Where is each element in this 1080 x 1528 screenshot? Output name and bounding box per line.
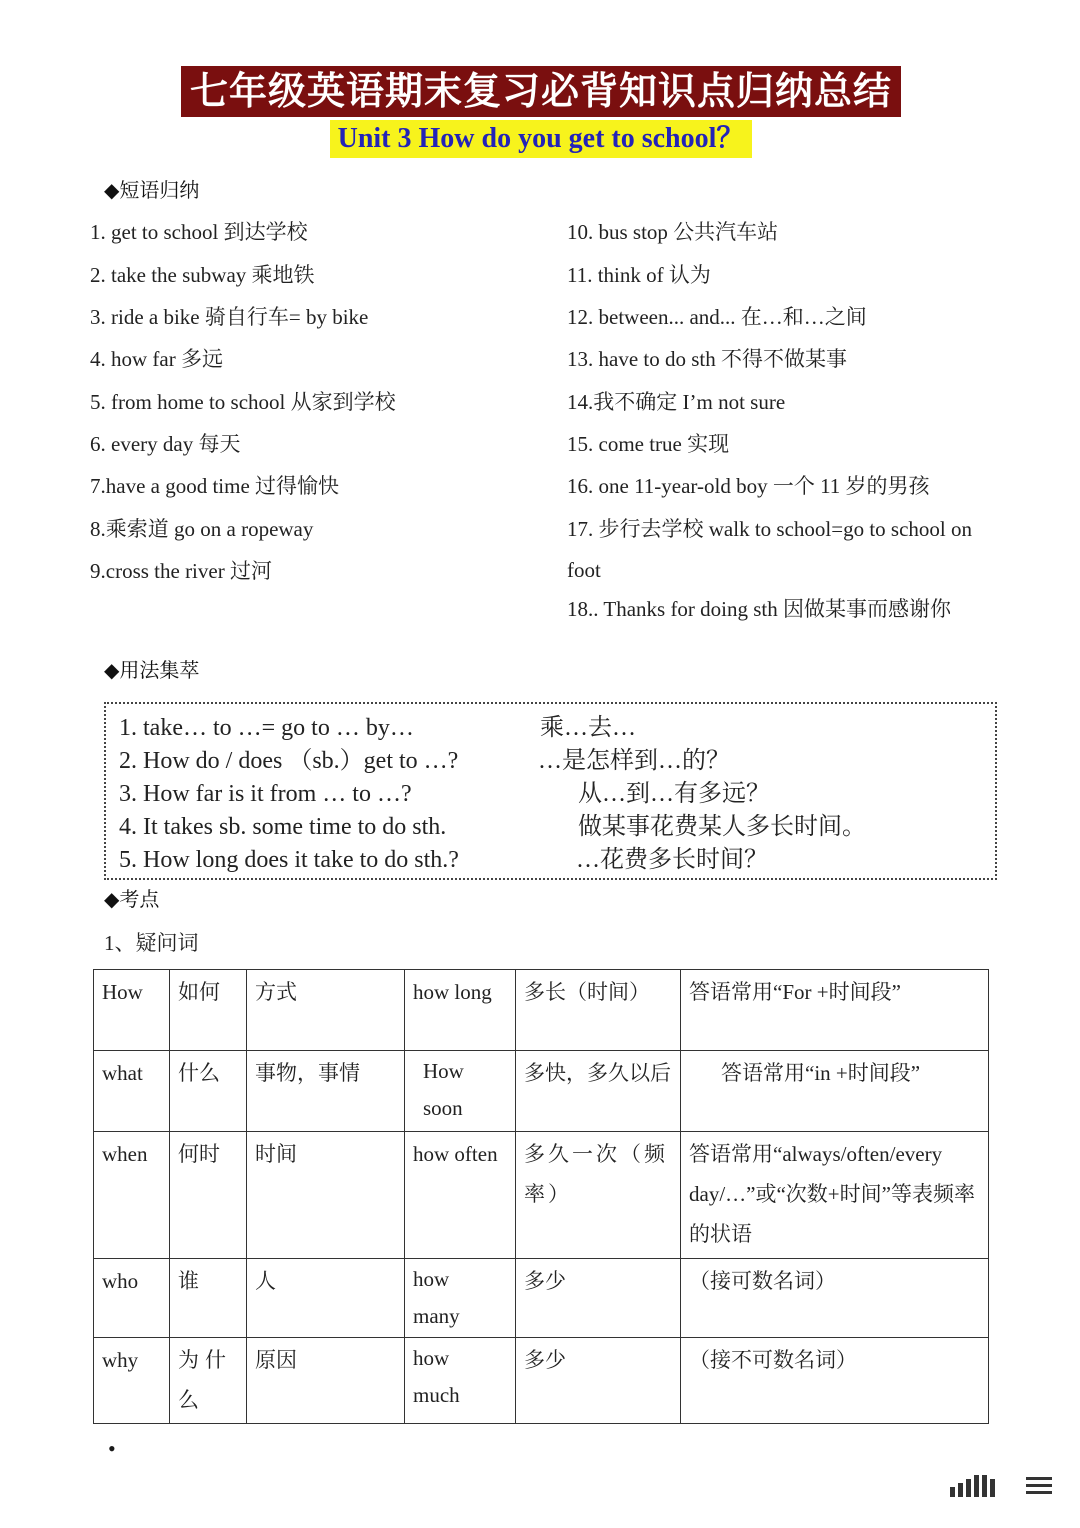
- phrase-item: 16. one 11-year-old boy 一个 11 岁的男孩: [567, 474, 930, 498]
- table-cell: who: [94, 1259, 170, 1338]
- page-title: 七年级英语期末复习必背知识点归纳总结: [181, 66, 901, 117]
- footer-icons: [948, 1473, 1056, 1506]
- table-cell: 何时: [170, 1132, 247, 1259]
- table-cell: 答语常用“in +时间段”: [681, 1051, 989, 1132]
- usage-sentence: 4. It takes sb. some time to do sth.: [119, 814, 447, 840]
- usage-meaning: …是怎样到…的？: [538, 748, 730, 774]
- unit-title: Unit 3 How do you get to school？: [330, 120, 752, 158]
- phrase-item: 10. bus stop 公共汽车站: [567, 220, 779, 244]
- phrases-heading: ◆短语归纳: [104, 178, 200, 202]
- table-cell: when: [94, 1132, 170, 1259]
- table-cell: 多久一次（频率）: [516, 1132, 681, 1259]
- phrase-item: 11. think of 认为: [567, 263, 711, 287]
- phrase-item: foot: [567, 558, 601, 582]
- table-cell: How: [94, 970, 170, 1051]
- phrase-item: 1. get to school 到达学校: [90, 220, 308, 244]
- question-words-table: [93, 969, 989, 1424]
- table-row: [94, 1259, 989, 1338]
- table-cell: 谁: [170, 1259, 247, 1338]
- table-cell: 如何: [170, 970, 247, 1051]
- table-cell: 答语常用“always/often/every day/…”或“次数+时间”等表频率的状语: [681, 1132, 989, 1259]
- phrase-item: 13. have to do sth 不得不做某事: [567, 347, 847, 371]
- table-cell: How soon: [405, 1051, 516, 1132]
- phrase-item: 6. every day 每天: [90, 432, 241, 456]
- table-cell: 人: [247, 1259, 405, 1338]
- table-cell: 多少: [516, 1338, 681, 1424]
- table-cell: 事物，事情: [247, 1051, 405, 1132]
- table-cell: 多少: [516, 1259, 681, 1338]
- table-cell: 多快，多久以后: [516, 1051, 681, 1132]
- table-cell: 方式: [247, 970, 405, 1051]
- phrase-item: 5. from home to school 从家到学校: [90, 390, 396, 414]
- phrase-item: 2. take the subway 乘地铁: [90, 263, 315, 287]
- table-cell: （接不可数名词）: [681, 1338, 989, 1424]
- table-cell: （接可数名词）: [681, 1259, 989, 1338]
- footer-bullet: •: [108, 1436, 116, 1461]
- phrase-item: 3. ride a bike 骑自行车= by bike: [90, 305, 369, 329]
- table-cell: 多长（时间）: [516, 970, 681, 1051]
- table-cell: 为什么: [170, 1338, 247, 1424]
- table-cell: what: [94, 1051, 170, 1132]
- phrase-item: 17. 步行去学校 walk to school=go to school on: [567, 517, 972, 541]
- usage-meaning: 乘…去…: [540, 715, 636, 741]
- phrase-item: 14.我不确定 I’m not sure: [567, 390, 786, 414]
- phrase-item: 15. come true 实现: [567, 432, 730, 456]
- usage-heading: ◆用法集萃: [104, 658, 200, 682]
- table-row: [94, 1132, 989, 1259]
- table-cell: how much: [405, 1338, 516, 1424]
- table-cell: 原因: [247, 1338, 405, 1424]
- phrase-item: 4. how far 多远: [90, 347, 223, 371]
- table-cell: how long: [405, 970, 516, 1051]
- table-row: [94, 970, 989, 1051]
- usage-meaning: 从…到…有多远？: [578, 781, 770, 807]
- menu-lines-icon: [1024, 1476, 1056, 1506]
- signal-bars-icon: [948, 1476, 1024, 1506]
- usage-sentence: 3. How far is it from … to …?: [119, 781, 412, 807]
- usage-sentence: 2. How do / does （sb.）get to …?: [119, 748, 459, 774]
- usage-meaning: …花费多长时间？: [576, 847, 768, 873]
- usage-meaning: 做某事花费某人多长时间。: [578, 814, 866, 840]
- table-cell: how often: [405, 1132, 516, 1259]
- exam-subheading: 1、疑问词: [104, 931, 199, 955]
- usage-sentence: 1. take… to …= go to … by…: [119, 715, 414, 741]
- table-row: [94, 1338, 989, 1424]
- phrase-item: 7.have a good time 过得愉快: [90, 474, 340, 498]
- table-cell: how many: [405, 1259, 516, 1338]
- phrase-item: 18.. Thanks for doing sth 因做某事而感谢你: [567, 597, 952, 621]
- exam-heading: ◆考点: [104, 887, 160, 911]
- phrase-item: 8.乘索道 go on a ropeway: [90, 517, 314, 541]
- table-cell: 什么: [170, 1051, 247, 1132]
- usage-sentence: 5. How long does it take to do sth.?: [119, 847, 459, 873]
- table-row: [94, 1051, 989, 1132]
- table-cell: why: [94, 1338, 170, 1424]
- table-cell: 答语常用“For +时间段”: [681, 970, 989, 1051]
- table-cell: 时间: [247, 1132, 405, 1259]
- phrase-item: 12. between... and... 在…和…之间: [567, 305, 867, 329]
- phrase-item: 9.cross the river 过河: [90, 559, 272, 583]
